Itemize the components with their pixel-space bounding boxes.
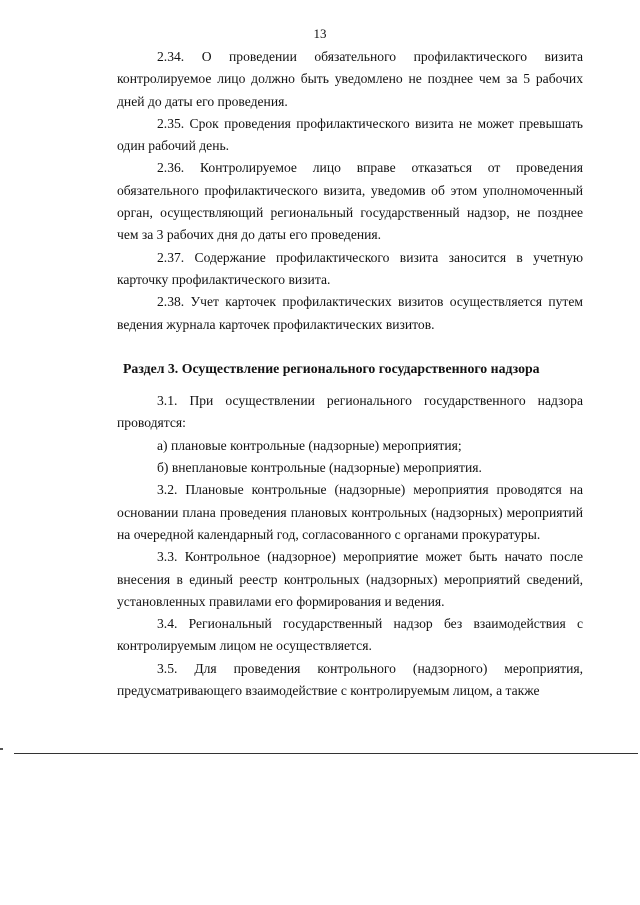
paragraph-2-36: 2.36. Контролируемое лицо вправе отказаться от проведения обязательного профилактического визита, уведомив об этом уполномоченный орган, осуществляющий региональный государственный надзор, не позднее чем за 3 рабочих дня до даты его проведения. bbox=[117, 160, 583, 243]
paragraph-2-35: 2.35. Срок проведения профилактического визита не может превышать один рабочий день. bbox=[117, 115, 583, 154]
paragraph-3-3: 3.3. Контрольное (надзорное) мероприятие может быть начато после внесения в единый реестр контрольных (надзорных) мероприятий сведений, установленных правилами его формирования и ведения. bbox=[117, 549, 583, 609]
document-body bbox=[117, 46, 583, 702]
page-number: 13 bbox=[313, 26, 327, 41]
page-bottom-rule bbox=[14, 753, 638, 754]
list-item-a: а) плановые контрольные (надзорные) мероприятия; bbox=[157, 437, 462, 453]
paragraph-2-37: 2.37. Содержание профилактического визита заносится в учетную карточку профилактического визита. bbox=[117, 249, 583, 287]
section-heading: Раздел 3. Осуществление регионального государственного надзора bbox=[123, 360, 540, 376]
margin-mark bbox=[0, 748, 3, 750]
paragraph-3-2: 3.2. Плановые контрольные (надзорные) мероприятия проводятся на основании плана проведения плановых контрольных (надзорных) мероприятий на очередной календарный год, согласованного с органами прокуратуры. bbox=[117, 482, 583, 542]
paragraph-2-38: 2.38. Учет карточек профилактических визитов осуществляется путем ведения журнала карточек профилактических визитов. bbox=[117, 294, 583, 332]
paragraph-2-34: 2.34. О проведении обязательного профилактического визита контролируемое лицо должно быть уведомлено не позднее чем за 5 рабочих дней до даты его проведения. bbox=[117, 49, 583, 109]
paragraph-3-1: 3.1. При осуществлении регионального государственного надзора проводятся: bbox=[117, 393, 583, 431]
paragraph-3-5: 3.5. Для проведения контрольного (надзорного) мероприятия, предусматривающего взаимодействие с контролируемым лицом, а также bbox=[117, 660, 583, 699]
list-item-b: б) внеплановые контрольные (надзорные) мероприятия. bbox=[157, 460, 482, 476]
paragraph-3-4: 3.4. Региональный государственный надзор без взаимодействия с контролируемым лицом не осуществляется. bbox=[117, 616, 583, 654]
